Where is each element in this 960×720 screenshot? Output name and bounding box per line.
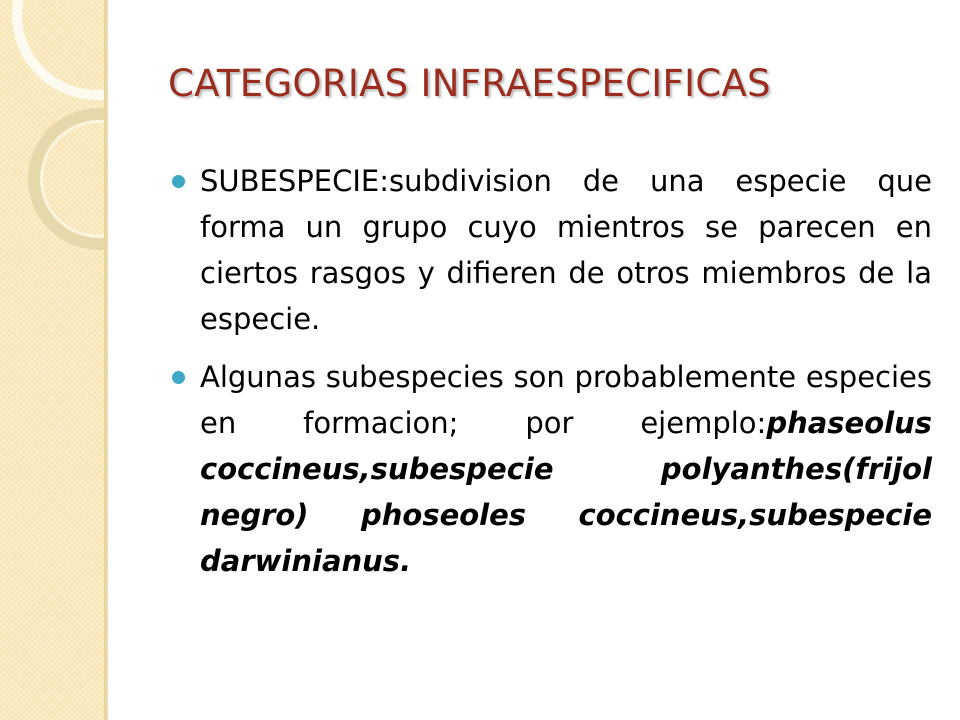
slide-title: CATEGORIAS INFRAESPECIFICAS [168, 62, 771, 105]
bullet-dot-icon [172, 175, 185, 188]
bullet-dot-icon [172, 371, 185, 384]
bullet-text: Algunas subespecies son probablemente especies en formacion; por ejemplo: [200, 360, 932, 440]
species-names-emphasis: phaseolus coccineus,subespecie polyanthes(frijol negro) phoseoles coccineus,subespecie darwinianus. [200, 406, 932, 578]
bullet-text: SUBESPECIE:subdivision de una especie que forma un grupo cuyo mientros se parecen en ciertos rasgos y difieren de otros miembros de la especie. [200, 164, 932, 336]
decorative-side-band [0, 0, 106, 720]
decorative-ring-icon [12, 0, 106, 100]
side-divider [106, 0, 108, 720]
decorative-ring-icon [28, 108, 106, 250]
slide-body [166, 158, 932, 596]
bullet-item [166, 158, 932, 342]
bullet-item [166, 354, 932, 584]
